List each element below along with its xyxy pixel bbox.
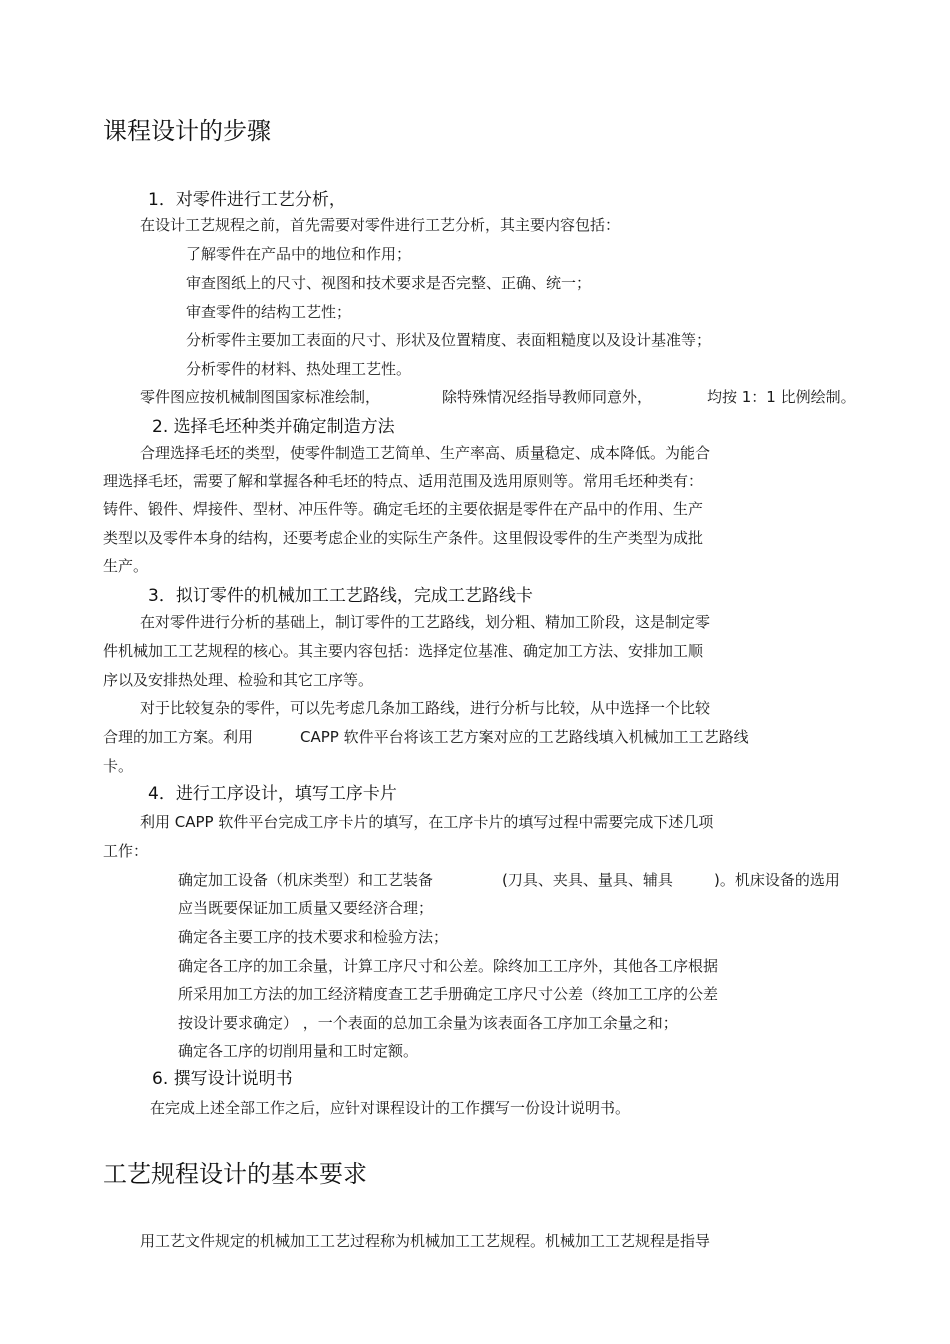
section-title: 工艺规程设计的基本要求 (103, 1160, 367, 1188)
paragraph-line: 用工艺文件规定的机械加工工艺过程称为机械加工工艺规程。机械加工工艺规程是指导 (140, 1232, 711, 1250)
section-4-item: 确定各工序的加工余量，计算工序尺寸和公差。除终加工工序外，其他各工序根据 (178, 957, 719, 975)
section-1-note-c: 均按 1：1 比例绘制。 (707, 388, 856, 406)
section-4-item: 确定加工设备（机床类型）和工艺装备 (178, 871, 434, 889)
section-2-line: 合理选择毛坯的类型，使零件制造工艺简单、生产率高、质量稳定、成本降低。为能合 (140, 444, 711, 462)
page-title: 课程设计的步骤 (103, 117, 271, 145)
section-3-line: CAPP 软件平台将该工艺方案对应的工艺路线填入机械加工工艺路线 (300, 728, 749, 746)
section-2-line: 理选择毛坯，需要了解和掌握各种毛坯的特点、适用范围及选用原则等。常用毛坯种类有： (103, 472, 704, 490)
section-2-heading: 2. 选择毛坯种类并确定制造方法 (152, 417, 395, 437)
section-3-line: 序以及安排热处理、检验和其它工序等。 (103, 671, 374, 689)
section-1-item: 审查零件的结构工艺性； (186, 303, 352, 321)
section-1-item: 分析零件的材料、热处理工艺性。 (186, 360, 412, 378)
section-4-item: (刀具、夹具、量具、辅具 (502, 871, 673, 889)
section-4-item: 所采用加工方法的加工经济精度查工艺手册确定工序尺寸公差（终加工工序的公差 (178, 985, 719, 1003)
section-4-item: 按设计要求确定） ，一个表面的总加工余量为该表面各工序加工余量之和； (178, 1014, 678, 1032)
section-1-item: 了解零件在产品中的地位和作用； (186, 245, 412, 263)
section-1-item: 分析零件主要加工表面的尺寸、形状及位置精度、表面粗糙度以及设计基准等； (186, 331, 712, 349)
section-3-line: 对于比较复杂的零件，可以先考虑几条加工路线，进行分析与比较，从中选择一个比较 (140, 699, 711, 717)
section-2-line: 类型以及零件本身的结构，还要考虑企业的实际生产条件。这里假设零件的生产类型为成批 (103, 529, 704, 547)
section-1-intro: 在设计工艺规程之前，首先需要对零件进行工艺分析，其主要内容包括： (140, 216, 621, 234)
section-3-heading: 3．拟订零件的机械加工工艺路线，完成工艺路线卡 (148, 586, 533, 606)
section-1-note-b: 除特殊情况经指导教师同意外， (442, 388, 653, 406)
section-6-heading: 6. 撰写设计说明书 (152, 1069, 293, 1089)
section-3-line: 在对零件进行分析的基础上，制订零件的工艺路线，划分粗、精加工阶段，这是制定零 (140, 613, 711, 631)
section-4-item: 确定各工序的切削用量和工时定额。 (178, 1042, 419, 1060)
section-4-heading: 4．进行工序设计，填写工序卡片 (148, 784, 397, 804)
section-3-line: 件机械加工工艺规程的核心。其主要内容包括：选择定位基准、确定加工方法、安排加工顺 (103, 642, 704, 660)
section-6-text: 在完成上述全部工作之后，应针对课程设计的工作撰写一份设计说明书。 (150, 1099, 631, 1117)
section-3-line: 合理的加工方案。利用 (103, 728, 254, 746)
section-4-item: 应当既要保证加工质量又要经济合理； (178, 899, 434, 917)
section-4-intro: 利用 CAPP 软件平台完成工序卡片的填写，在工序卡片的填写过程中需要完成下述几项 (140, 813, 714, 831)
section-4-intro: 工作： (103, 842, 149, 860)
section-1-item: 审查图纸上的尺寸、视图和技术要求是否完整、正确、统一； (186, 274, 592, 292)
section-2-line: 铸件、锻件、焊接件、型材、冲压件等。确定毛坯的主要依据是零件在产品中的作用、生产 (103, 500, 704, 518)
section-4-item: )。机床设备的选用 (714, 871, 840, 889)
section-3-line: 卡。 (103, 757, 134, 775)
section-1-note-a: 零件图应按机械制图国家标准绘制， (140, 388, 381, 406)
section-2-line: 生产。 (103, 557, 149, 575)
section-4-item: 确定各主要工序的技术要求和检验方法； (178, 928, 449, 946)
section-1-heading: 1．对零件进行工艺分析， (148, 190, 346, 210)
